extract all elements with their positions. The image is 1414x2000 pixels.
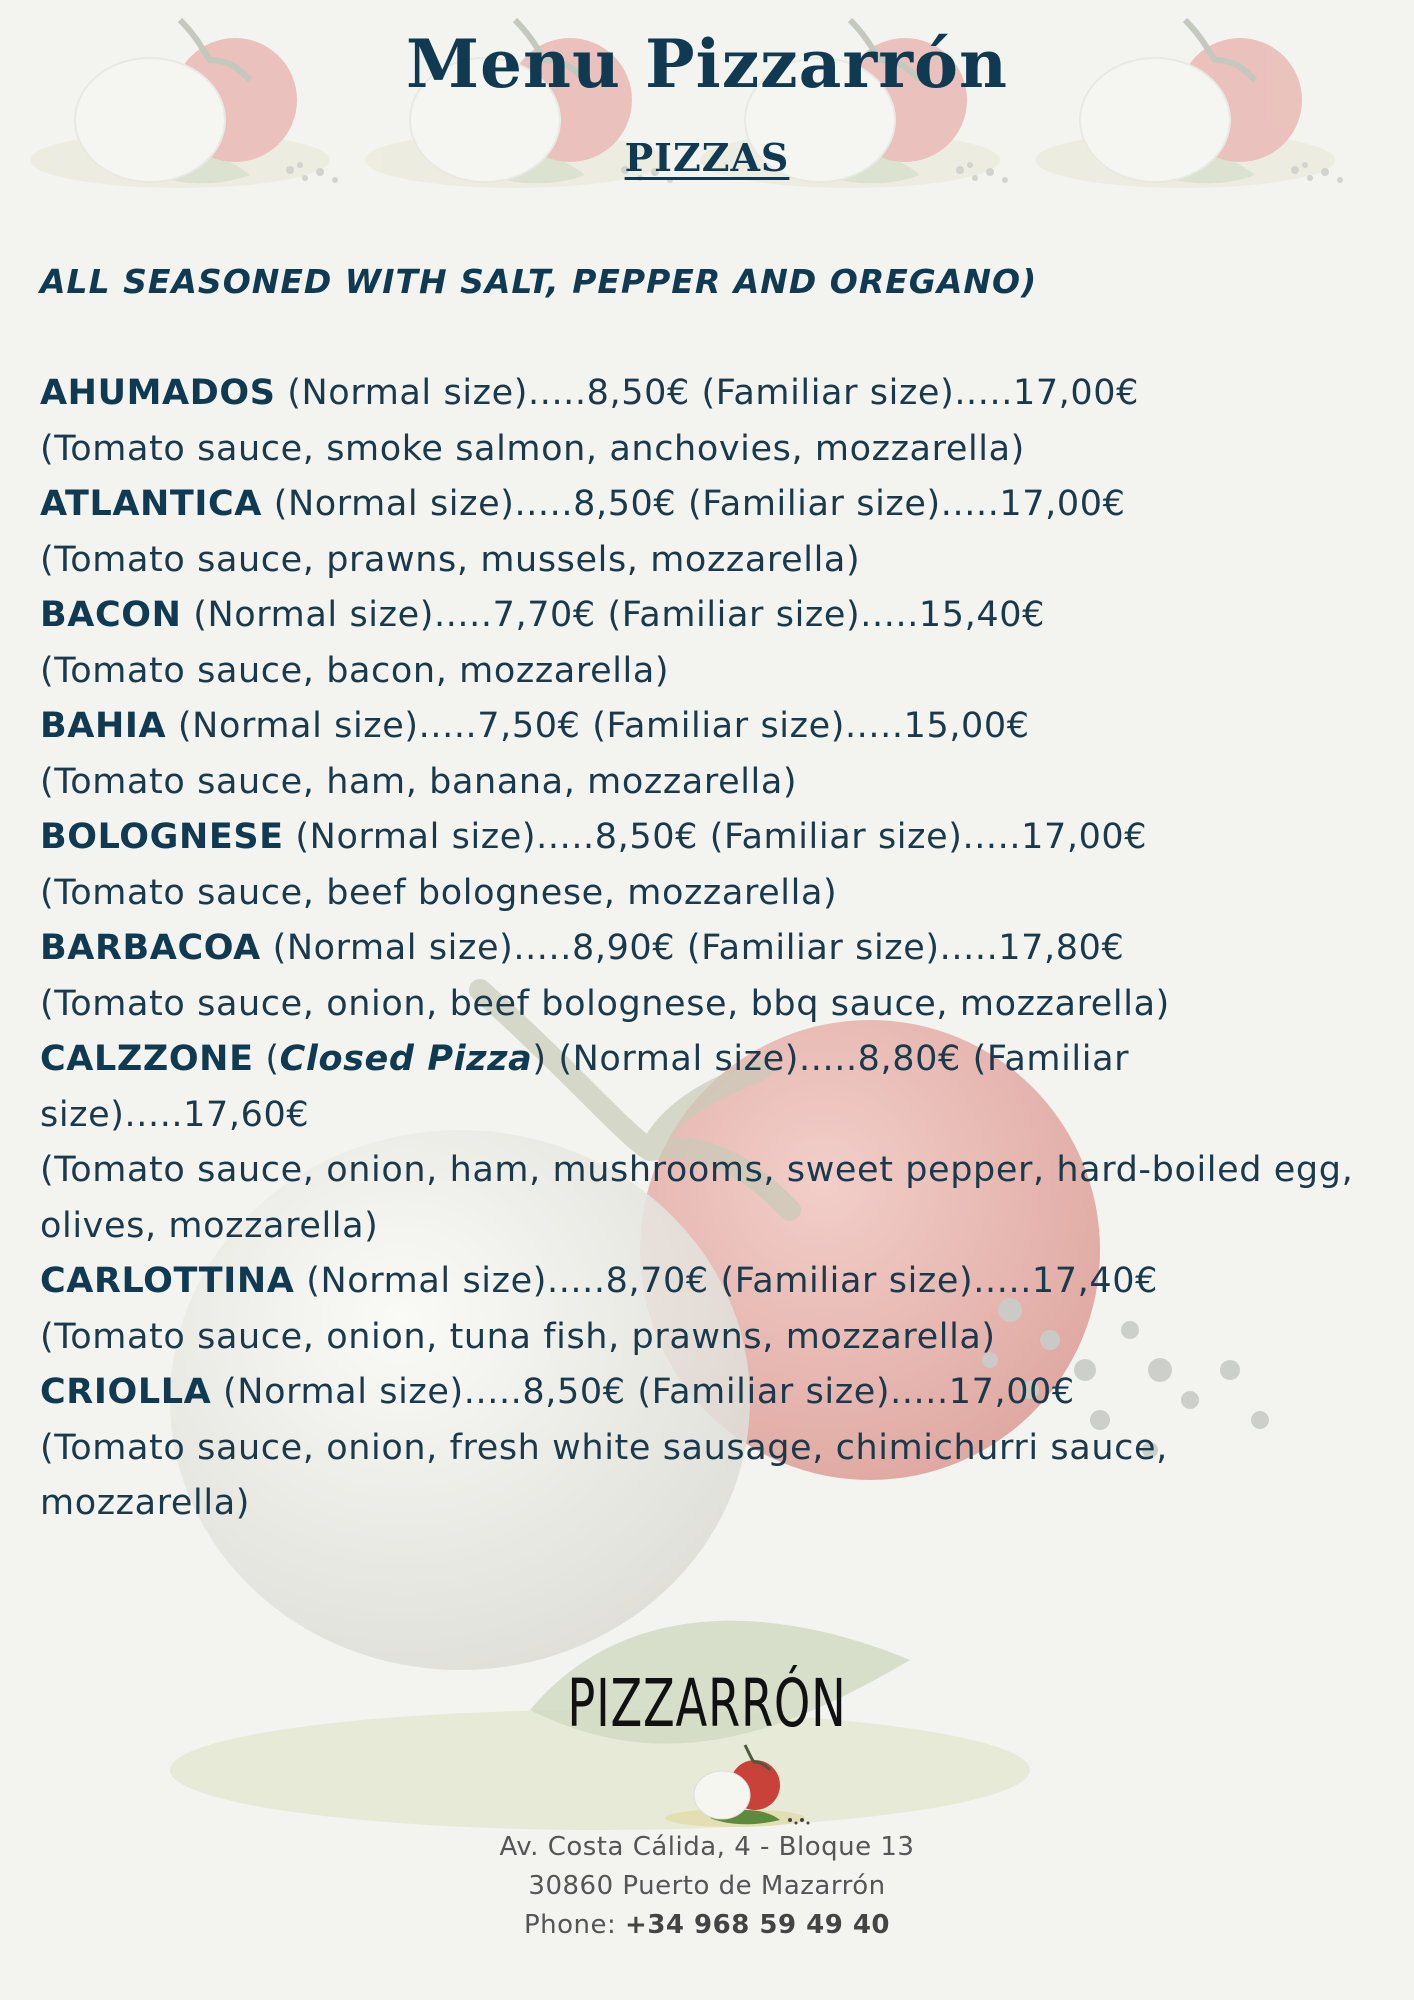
pizza-prices: (Normal size).....7,70€ (Familiar size).....15,40€ <box>193 595 1045 635</box>
pizza-prices: (Normal size).....8,50€ (Familiar size).....17,00€ <box>295 817 1148 857</box>
city-line: 30860 Puerto de Mazarrón <box>528 1871 886 1901</box>
pizza-ingredients: (Tomato sauce, onion, beef bolognese, bbq sauce, mozzarella) <box>40 983 1170 1024</box>
menu-item-ahumados <box>40 366 1380 477</box>
menu-item-bolognese <box>40 810 1380 921</box>
menu-item-carlottina <box>40 1254 1380 1365</box>
pizza-prices: (Normal size).....8,90€ (Familiar size).....17,80€ <box>272 928 1125 968</box>
menu-item-barbacoa <box>40 921 1380 1032</box>
pizza-ingredients: (Tomato sauce, beef bolognese, mozzarella) <box>40 872 838 913</box>
seasoning-note: ALL SEASONED WITH SALT, PEPPER AND OREGANO) <box>40 262 1038 301</box>
pizza-ingredients: (Tomato sauce, onion, ham, mushrooms, sweet pepper, hard-boiled egg, olives, mozzarella) <box>40 1150 1354 1246</box>
restaurant-logo-text: PIZZARRÓN <box>567 1665 847 1742</box>
pizza-name: AHUMADOS <box>40 373 276 413</box>
pizza-name: ATLANTICA <box>40 484 262 524</box>
page-title: Menu Pizzarrón <box>406 25 1008 103</box>
pizza-ingredients: (Tomato sauce, prawns, mussels, mozzarella) <box>40 539 861 580</box>
pizza-name: CRIOLLA <box>40 1372 212 1412</box>
pizza-menu-list <box>40 366 1380 1532</box>
pizza-prices: (Normal size).....8,50€ (Familiar size).....17,00€ <box>287 373 1140 413</box>
phone-number[interactable]: +34 968 59 49 40 <box>625 1910 891 1940</box>
menu-item-atlantica <box>40 477 1380 588</box>
pizza-name: CARLOTTINA <box>40 1261 295 1301</box>
menu-item-calzzone: CALZZONE (Closed Pizza) (Normal size).....8,80€ (Familiar size).....17,60€ (Tomato sauce, onion, ham, mushrooms, sweet pepper, hard-boiled egg, olives, mozzarella) <box>40 1032 1380 1254</box>
pizza-prices: (Normal size).....8,80€ (Familiar size).....17,60€ <box>40 1039 1130 1135</box>
pizza-prices: (Normal size).....7,50€ (Familiar size).....15,00€ <box>177 706 1030 746</box>
pizza-note: Closed Pizza <box>279 1039 533 1079</box>
phone-line <box>0 1910 1414 1940</box>
address-line: Av. Costa Cálida, 4 - Bloque 13 <box>499 1832 915 1862</box>
phone-label: Phone: <box>523 1910 617 1940</box>
pizza-prices: (Normal size).....8,70€ (Familiar size).....17,40€ <box>306 1261 1158 1301</box>
section-title: PIZZAS <box>624 135 790 180</box>
pizza-name: BOLOGNESE <box>40 817 284 857</box>
pizza-prices: (Normal size).....8,50€ (Familiar size).....17,00€ <box>273 484 1126 524</box>
menu-item-criolla <box>40 1365 1380 1532</box>
pizza-name: BAHIA <box>40 706 167 746</box>
pizza-ingredients: (Tomato sauce, onion, fresh white sausage, chimichurri sauce, mozzarella) <box>40 1427 1168 1523</box>
logo-tomato-mozzarella-icon <box>650 1740 820 1830</box>
pizza-ingredients: (Tomato sauce, bacon, mozzarella) <box>40 650 670 691</box>
pizza-ingredients: (Tomato sauce, onion, tuna fish, prawns, mozzarella) <box>40 1316 996 1357</box>
pizza-ingredients: (Tomato sauce, ham, banana, mozzarella) <box>40 761 798 802</box>
pizza-name: CALZZONE <box>40 1039 254 1079</box>
pizza-name: BACON <box>40 595 182 635</box>
pizza-name: BARBACOA <box>40 928 261 968</box>
menu-item-bahia <box>40 699 1380 810</box>
pizza-prices: (Normal size).....8,50€ (Familiar size).....17,00€ <box>223 1372 1075 1412</box>
menu-item-bacon <box>40 588 1380 699</box>
pizza-ingredients: (Tomato sauce, smoke salmon, anchovies, mozzarella) <box>40 428 1025 469</box>
